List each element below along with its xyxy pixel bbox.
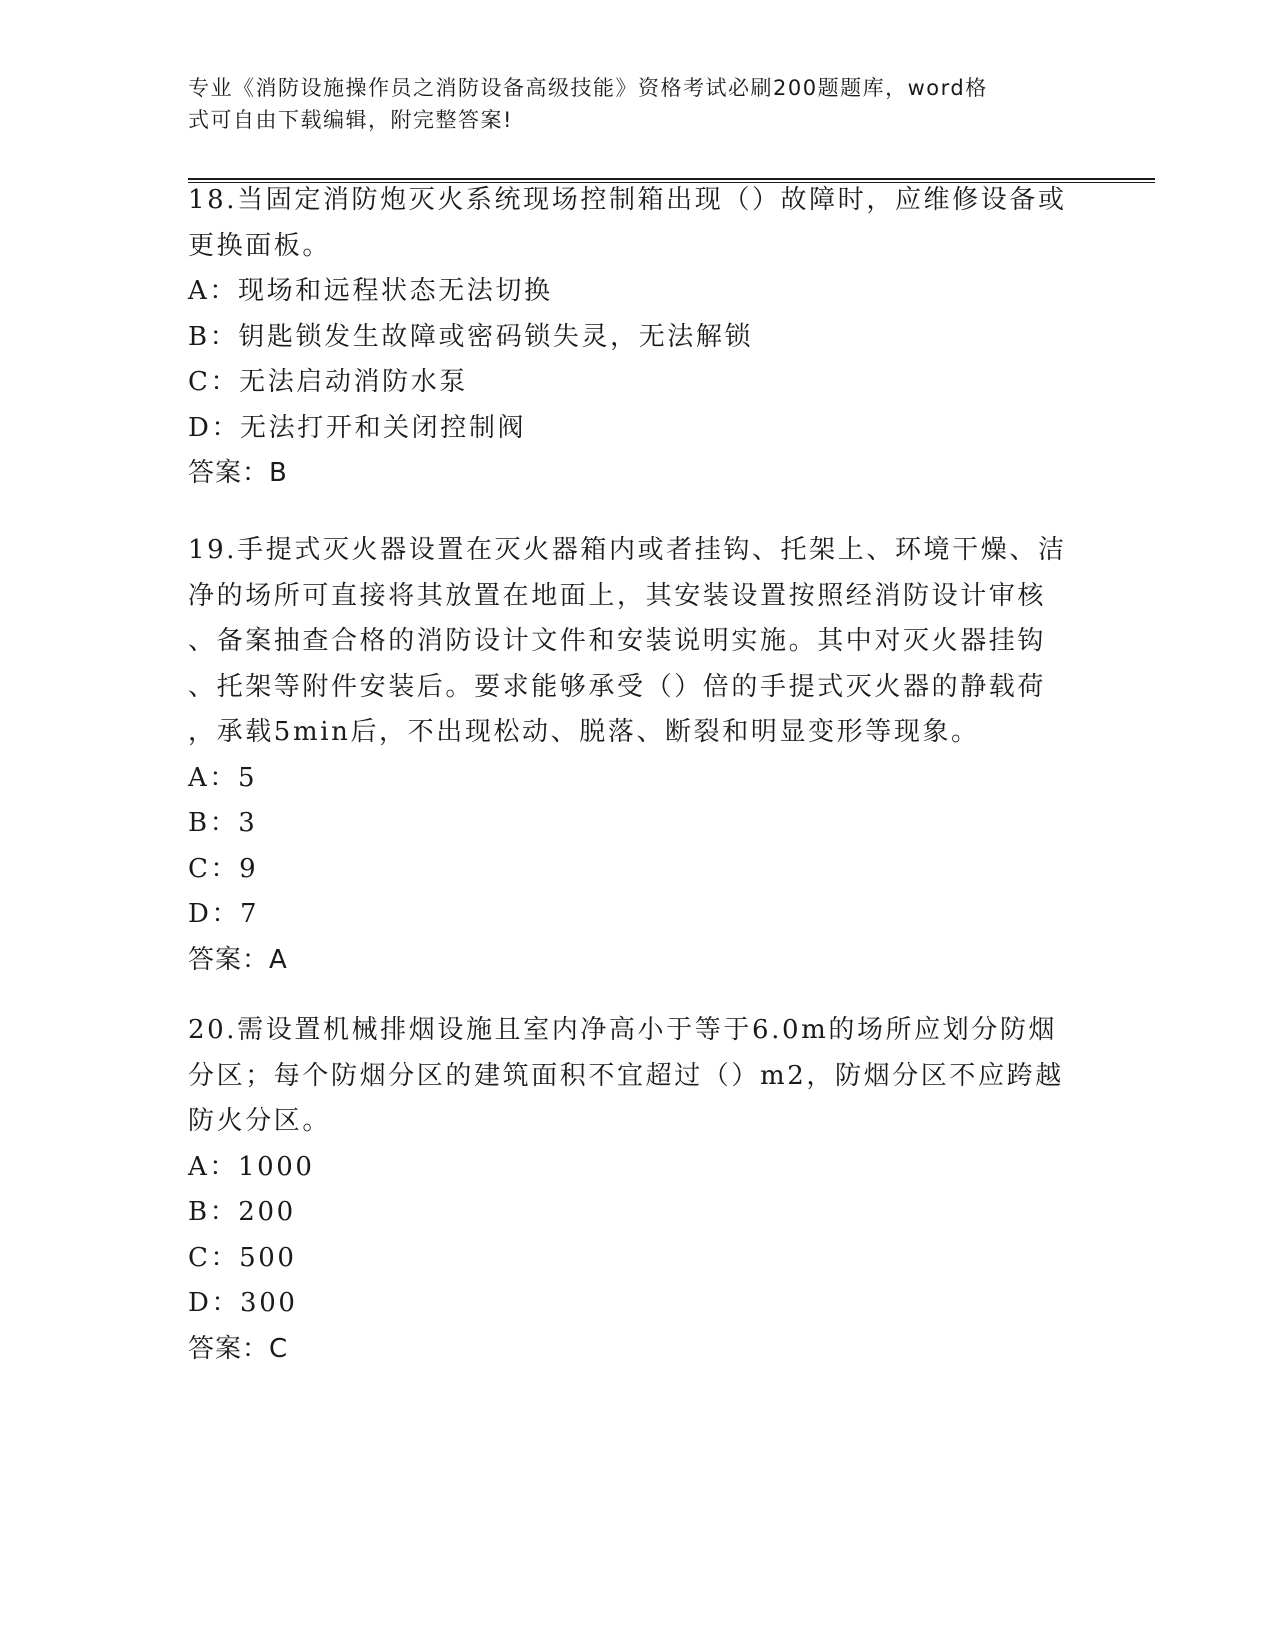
question-line: 20.需设置机械排烟设施且室内净高小于等于6.0m的场所应划分防烟 — [188, 1015, 1058, 1045]
option-d: D：300 — [188, 1288, 298, 1318]
question-text — [188, 178, 1088, 269]
option-b: B：200 — [188, 1197, 296, 1227]
question-line: 19.手提式灭火器设置在灭火器箱内或者挂钩、托架上、环境干燥、洁 — [188, 535, 1067, 565]
question-line: 净的场所可直接将其放置在地面上，其安装设置按照经消防设计审核 — [188, 580, 1047, 611]
question-text — [188, 1008, 1088, 1145]
option-c: C：500 — [188, 1242, 297, 1273]
option-d: D：无法打开和关闭控制阀 — [188, 412, 527, 443]
option-c: C：9 — [188, 853, 259, 884]
question-line: 、备案抽查合格的消防设计文件和安装说明实施。其中对灭火器挂钩 — [188, 626, 1047, 656]
answer: 答案：B — [188, 458, 288, 488]
question-line: 、托架等附件安装后。要求能够承受（）倍的手提式灭火器的静载荷 — [188, 671, 1047, 702]
option-a: A：1000 — [188, 1151, 315, 1182]
question-text — [188, 528, 1088, 756]
header-line-1: 专业《消防设施操作员之消防设备高级技能》资格考试必刷200题题库，word格 — [188, 76, 988, 100]
option-b: B：3 — [188, 808, 258, 838]
option-a: A：现场和远程状态无法切换 — [188, 276, 553, 306]
question-18 — [188, 178, 1088, 497]
question-line: 更换面板。 — [188, 230, 332, 261]
answer: 答案：A — [188, 944, 288, 975]
option-a: A：5 — [188, 762, 258, 793]
answer: 答案：C — [188, 1333, 289, 1364]
question-line: 防火分区。 — [188, 1106, 332, 1136]
header-line-2: 式可自由下载编辑，附完整答案! — [188, 108, 513, 132]
question-line: 18.当固定消防炮灭火系统现场控制箱出现（）故障时，应维修设备或 — [188, 185, 1067, 215]
option-b: B：钥匙锁发生故障或密码锁失灵，无法解锁 — [188, 321, 754, 352]
question-19 — [188, 528, 1088, 983]
option-c: C：无法启动消防水泵 — [188, 367, 468, 397]
question-line: 分区；每个防烟分区的建筑面积不宜超过（）m2，防烟分区不应跨越 — [188, 1060, 1064, 1091]
question-line: ，承载5min后，不出现松动、脱落、断裂和明显变形等现象。 — [188, 717, 980, 747]
option-d: D：7 — [188, 899, 260, 929]
document-header — [188, 72, 1088, 136]
question-20 — [188, 1008, 1088, 1372]
